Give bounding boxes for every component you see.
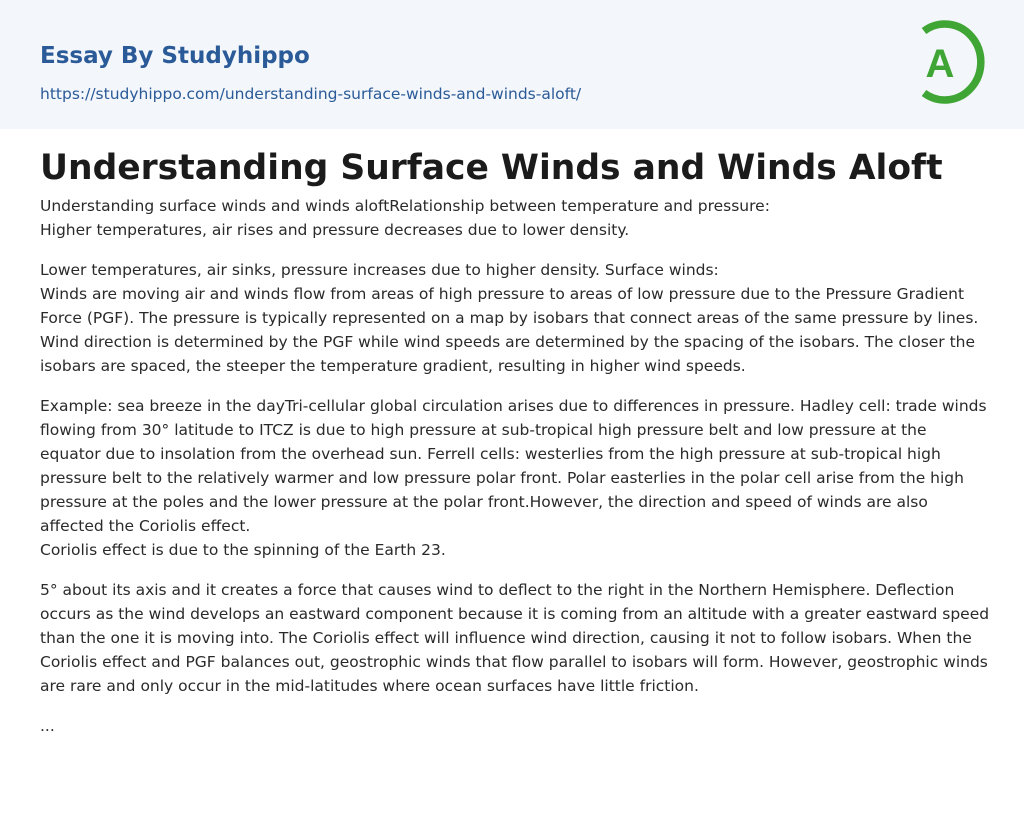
truncation-ellipsis: ...: [40, 717, 55, 735]
paragraph: Example: sea breeze in the dayTri-cellular global circulation arises due to differences in pressure. Hadley cell: trade winds flowing from 30° latitude to ITCZ is due to high pressure at sub-tropical high pressure belt and low pressure at the equator due to insolation from the overhead sun. Ferrell cells: westerlies from the high pressure at sub-tropical high pressure belt to the relatively warmer and low pressure polar front. Polar easterlies in the polar cell arise from the high pressure at the poles and the lower pressure at the polar front.However, the direction and speed of winds are also affected the Coriolis effect. Coriolis effect is due to the spinning of the Earth 23.: [40, 397, 987, 559]
paragraph: Understanding surface winds and winds aloftRelationship between temperature and pressure: Higher temperatures, air rises and pressure decreases due to lower density.: [40, 197, 770, 239]
article-body: [40, 194, 990, 738]
site-brand[interactable]: Essay By Studyhippo: [40, 43, 310, 69]
source-url-link[interactable]: https://studyhippo.com/understanding-surface-winds-and-winds-aloft/: [40, 85, 582, 103]
page-title: Understanding Surface Winds and Winds Aloft: [40, 148, 943, 188]
paragraph: 5° about its axis and it creates a force that causes wind to deflect to the right in the Northern Hemisphere. Deflection occurs as the wind develops an eastward component because it is coming from an altitude with a greater eastward speed than the one it is moving into. The Coriolis effect will influence wind direction, causing it not to follow isobars. When the Coriolis effect and PGF balances out, geostrophic winds that flow parallel to isobars will form. However, geostrophic winds are rare and only occur in the mid-latitudes where ocean surfaces have little friction.: [40, 581, 990, 695]
site-header: [0, 0, 1024, 129]
studyhippo-logo-icon[interactable]: [906, 19, 990, 105]
logo-letter: A: [925, 42, 955, 86]
paragraph: Lower temperatures, air sinks, pressure increases due to higher density. Surface winds: Winds are moving air and winds flow from areas of high pressure to areas of low pressure due to the Pressure Gradient Force (PGF). The pressure is typically represented on a map by isobars that connect areas of the same pressure by lines. Wind direction is determined by the PGF while wind speeds are determined by the spacing of the isobars. The closer the isobars are spaced, the steeper the temperature gradient, resulting in higher wind speeds.: [40, 261, 979, 375]
